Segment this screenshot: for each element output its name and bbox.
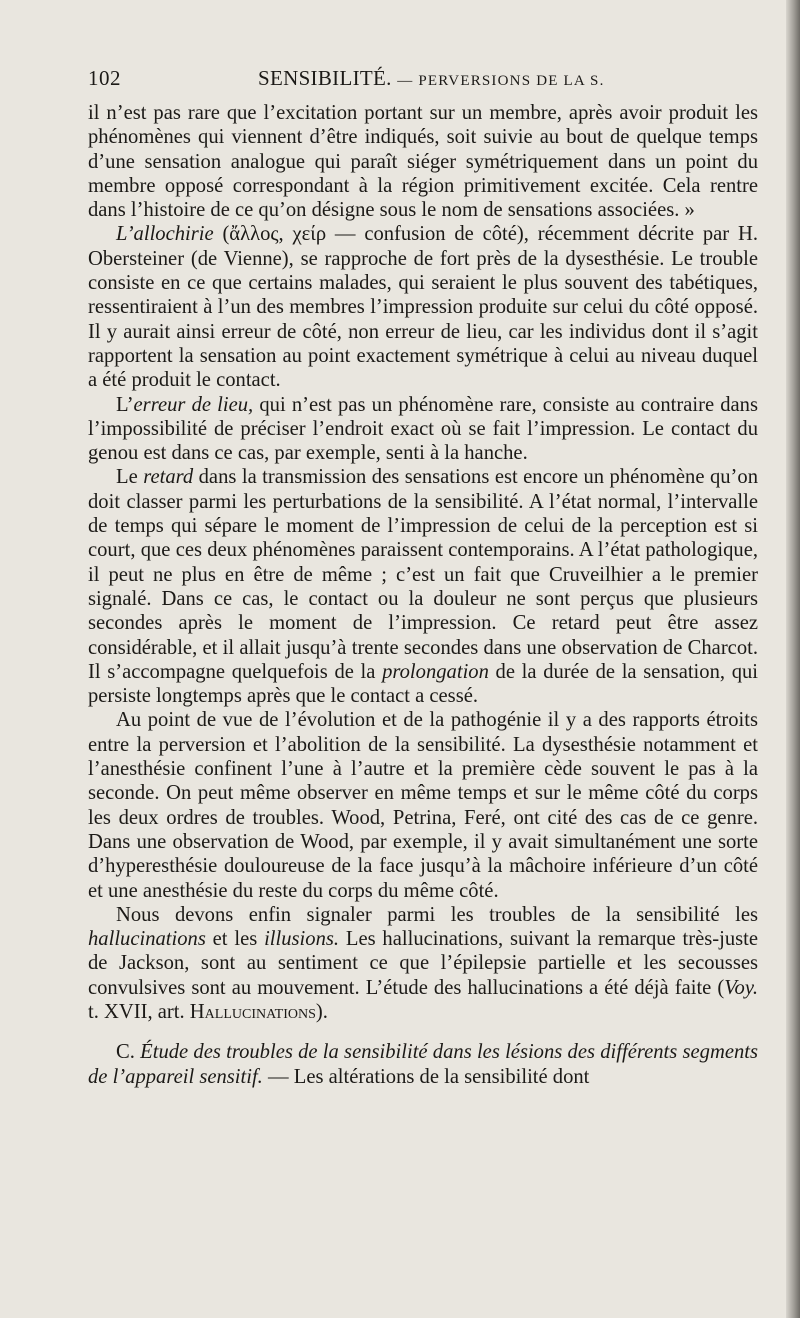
term-illusions: illusions. xyxy=(264,928,340,951)
term-prolongation: prolongation xyxy=(382,660,489,683)
page-edge-shadow xyxy=(786,0,800,1318)
term-delay: retard xyxy=(143,466,194,489)
reference-voy: Voy. xyxy=(724,976,758,999)
paragraph-evolution: Au point de vue de l’évolution et de la pathogénie il y a des rapports étroits entre la perversion et l’abolition de la sensibilité. La dysesthésie notamment et l’anesthésie confinent l’une à l’autre et la première cède souvent le pas à la seconde. On peut même observer en même temps et sur le même côté du corps les deux ordres de troubles. Wood, Petrina, Feré, ont cité des cas de ce genre. Dans une observation de Wood, par exemple, il y avait simultanément une sorte d’hyperesthésie douloureuse de la face jusqu’à la mâchoire inférieure d’un côté et une anesthésie du reste du corps du même côté. xyxy=(88,709,758,902)
reference-close: ). xyxy=(315,1000,328,1023)
section-c-heading xyxy=(88,1040,758,1089)
reference-volume: t. XVII, art. xyxy=(88,1000,190,1023)
error-of-place-text: qui n’est pas un phénomène rare, consiste au contraire dans l’impossibilité de préciser l’endroit exact où se fait l’impression. Le contact du genou est dans ce cas, par exemple, senti à la hanche. xyxy=(88,393,758,465)
section-label: C. xyxy=(116,1041,135,1064)
delay-text: dans la transmission des sensations est encore un phénomène qu’on doit classer parmi les perturbations de la sensibilité. A l’état normal, l’intervalle de temps qui sépare le moment de l’impression de celui de la perception est si court, que ces deux phénomènes paraissent contemporains. A l’état pathologique, il peut ne plus en être de même ; c’est un fait que Cruveilhier a le premier signalé. Dans ce cas, le contact ou la douleur ne sont perçus que plusieurs secondes après le moment de l’impression. Ce retard peut être assez considérable, et il allait jusqu’à trente secondes dans une observation de Charcot. Il s’accompagne quelquefois de la xyxy=(88,466,759,683)
page-number: 102 xyxy=(88,66,121,90)
hallucinations-text: et les xyxy=(205,928,265,951)
greek-etymology: (ἄλλος, χείρ xyxy=(222,223,327,246)
section-text: — Les altérations de la sensibilité dont xyxy=(262,1065,590,1088)
article: L’ xyxy=(116,393,134,416)
running-title-main: SENSIBILITÉ. xyxy=(258,66,392,90)
running-title xyxy=(258,66,605,91)
paragraph-hallucinations xyxy=(88,903,758,1024)
section-title: Étude des troubles de la sensibilité dans les lésions des différents segments de l’appareil sensitif. xyxy=(88,1041,758,1088)
term-error-of-place: erreur de lieu, xyxy=(133,393,254,416)
article: Le xyxy=(116,466,144,489)
paragraph-error-of-place xyxy=(88,393,758,466)
hallucinations-text: Les hallucinations, suivant la remarque très-juste de Jackson, sont au sentiment ce que l’épilepsie partielle et les secousses convulsives sont au mouvement. L’étude des hallucinations a été déjà faite ( xyxy=(88,928,759,999)
term-allochiria: L’allochirie xyxy=(116,223,214,246)
term-hallucinations: hallucinations xyxy=(88,928,206,951)
paragraph-allochiria xyxy=(88,222,758,392)
hallucinations-text: Nous devons enfin signaler parmi les troubles de la sensibilité les xyxy=(116,903,758,926)
running-title-sub: — PERVERSIONS DE LA S. xyxy=(397,73,605,89)
delay-text-end: de la durée de la sensation, qui persiste longtemps après que le contact a cessé. xyxy=(88,660,759,708)
body-text xyxy=(88,101,758,1089)
allochiria-text: — confusion de côté), récemment décrite par H. Obersteiner (de Vienne), se rapproche de fort près de la dysesthésie. Le trouble consiste en ce que certains malades, qui seraient le plus souvent des tabétiques, ressentiraient à l’un des membres l’impression produite sur celui du côté opposé. Il y aurait ainsi erreur de côté, non erreur de lieu, car les individus dont il s’agit rapportent la sensation au point exactement symétrique à celui au niveau duquel a été produit le contact. xyxy=(88,223,758,392)
reference-article: Hallucinations xyxy=(189,1000,316,1023)
running-header xyxy=(88,66,758,92)
paragraph-associated-sensations: il n’est pas rare que l’excitation portant sur un membre, après avoir produit les phénomènes qui viennent d’être indiqués, soit suivie au bout de quelque temps d’une sensation analogue qui paraît siéger symétriquement dans un point du membre opposé correspondant à la région primitivement excitée. Cela rentre dans l’histoire de ce qu’on désigne sous le nom de sensations associées. » xyxy=(88,102,758,222)
paragraph-delay xyxy=(88,465,758,708)
